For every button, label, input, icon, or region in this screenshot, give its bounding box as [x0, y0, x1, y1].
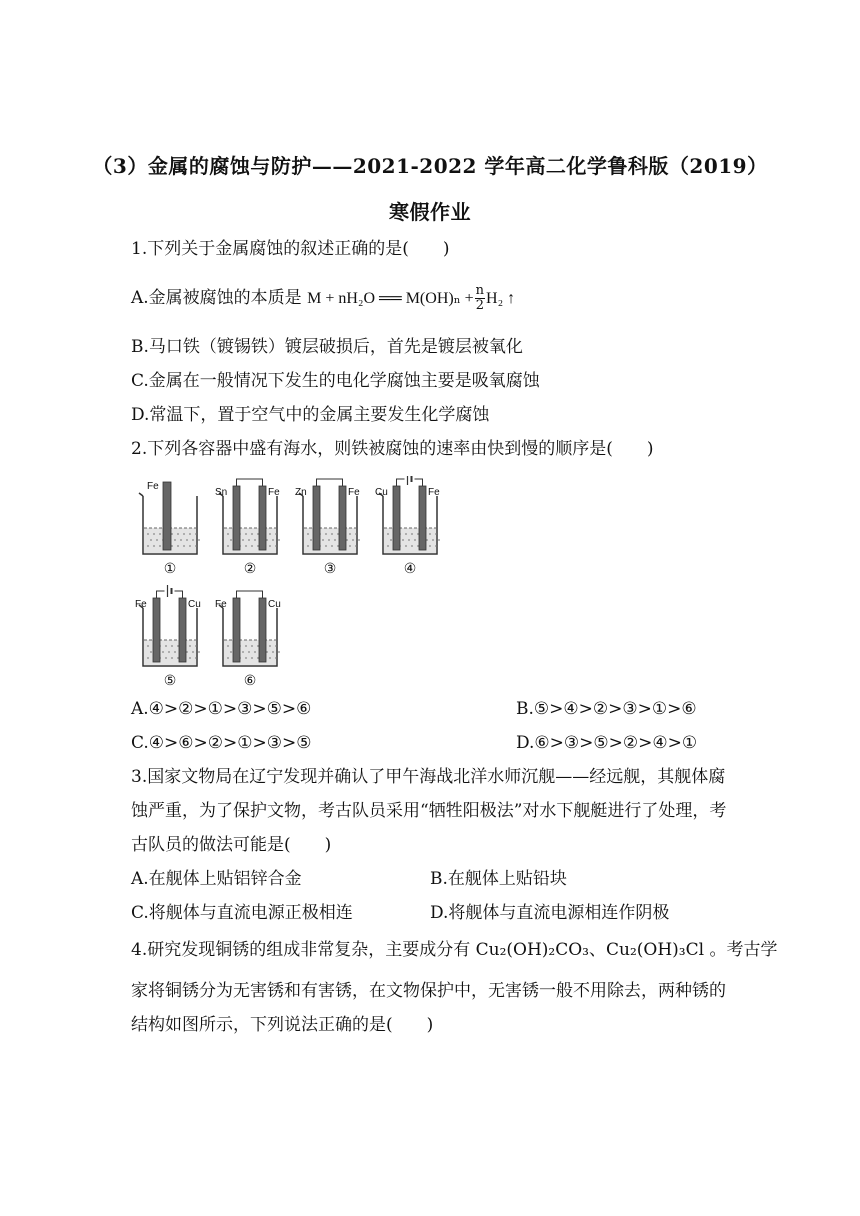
water-dot: [405, 533, 407, 535]
water-dot: [180, 539, 182, 541]
water-dot: [147, 645, 149, 647]
q3-stem-line3: 古队员的做法可能是( ): [131, 835, 332, 855]
q1-formula-left: M + nH₂O ══ M(OH)ₙ +: [307, 290, 474, 307]
q2-option-c: C.④>⑥>②>①>③>⑤: [131, 733, 312, 753]
water-dot: [269, 545, 271, 547]
water-dot: [147, 657, 149, 659]
seawater: [224, 528, 276, 553]
water-dot: [192, 539, 194, 541]
electrode-label-left: Fe: [147, 481, 159, 492]
electrode-right: [179, 598, 186, 662]
electrode-label-right: Cu: [268, 599, 281, 610]
electrode-left: [393, 486, 400, 550]
q2-option-d: D.⑥>③>⑤>②>④>①: [516, 733, 698, 753]
water-dot: [245, 657, 247, 659]
q1-option-b: B.马口铁（镀锡铁）镀层破损后，首先是镀层被氧化: [131, 337, 523, 357]
q2-option-a: A.④>②>①>③>⑤>⑥: [131, 699, 312, 719]
water-dot: [242, 539, 244, 541]
electrode-left: [233, 486, 240, 550]
seawater: [304, 528, 356, 553]
page-title: （3）金属的腐蚀与防护——2021-2022 学年高二化学鲁科版（2019）: [92, 154, 768, 178]
beaker-number: ②: [243, 560, 257, 576]
electrode-right: [339, 486, 346, 550]
beaker-number: ⑤: [163, 672, 177, 686]
water-dot: [177, 533, 179, 535]
water-dot: [186, 539, 188, 541]
electrode-label-right: Fe: [268, 487, 280, 498]
water-dot: [183, 545, 185, 547]
water-dot: [198, 539, 200, 541]
water-dot: [171, 645, 173, 647]
q2-stem: 2.下列各容器中盛有海水，则铁被腐蚀的速率由快到慢的顺序是( ): [131, 439, 654, 459]
water-dot: [174, 651, 176, 653]
battery-gap: [165, 587, 175, 595]
q1-option-a: [131, 284, 515, 313]
water-dot: [251, 657, 253, 659]
q1-option-c: C.金属在一般情况下发生的电化学腐蚀主要是吸氧腐蚀: [131, 371, 540, 391]
water-dot: [189, 657, 191, 659]
water-dot: [269, 657, 271, 659]
water-dot: [411, 545, 413, 547]
water-dot: [245, 533, 247, 535]
water-dot: [269, 645, 271, 647]
q3-option-d: D.将舰体与直流电源相连作阴极: [430, 903, 670, 923]
electrode-left: [313, 486, 320, 550]
q1-formula-den: 2: [475, 298, 484, 313]
electrode-right: [259, 486, 266, 550]
water-dot: [254, 651, 256, 653]
water-dot: [195, 657, 197, 659]
water-dot: [272, 651, 274, 653]
q4-stem-line3: 结构如图所示，下列说法正确的是( ): [131, 1015, 434, 1035]
q3-option-b: B.在舰体上贴铅块: [430, 869, 567, 889]
q4-stem-line2: 家将铜锈分为无害锈和有害锈，在文物保护中，无害锈一般不用除去，两种锈的: [131, 981, 726, 1001]
beaker-lip: [139, 493, 143, 496]
water-dot: [355, 533, 357, 535]
water-dot: [147, 533, 149, 535]
electrode-label-left: Fe: [135, 599, 147, 610]
q3-option-a: A.在舰体上贴铝锌合金: [131, 869, 302, 889]
water-dot: [156, 539, 158, 541]
water-dot: [429, 545, 431, 547]
water-dot: [165, 657, 167, 659]
water-dot: [387, 545, 389, 547]
water-dot: [349, 533, 351, 535]
water-dot: [251, 545, 253, 547]
water-dot: [307, 545, 309, 547]
water-dot: [328, 539, 330, 541]
water-dot: [248, 651, 250, 653]
water-dot: [275, 645, 277, 647]
water-dot: [159, 533, 161, 535]
electrode-right: [259, 598, 266, 662]
seawater: [384, 528, 436, 553]
water-dot: [278, 539, 280, 541]
q2-option-b: B.⑤>④>②>③>①>⑥: [516, 699, 697, 719]
electrode-label-right: Cu: [188, 599, 201, 610]
water-dot: [230, 651, 232, 653]
beaker-number: ③: [323, 560, 337, 576]
water-dot: [159, 545, 161, 547]
water-dot: [435, 545, 437, 547]
water-dot: [435, 533, 437, 535]
water-dot: [414, 539, 416, 541]
battery-gap: [405, 476, 415, 483]
water-dot: [355, 545, 357, 547]
wire: [237, 591, 263, 598]
water-dot: [147, 545, 149, 547]
water-dot: [150, 539, 152, 541]
q2-beaker-figure: [131, 476, 461, 690]
water-dot: [405, 545, 407, 547]
beaker-number: ④: [403, 560, 417, 576]
water-dot: [429, 533, 431, 535]
water-dot: [310, 539, 312, 541]
water-dot: [242, 651, 244, 653]
water-dot: [390, 539, 392, 541]
water-dot: [227, 545, 229, 547]
electrode-label-left: Zn: [295, 487, 307, 498]
water-dot: [411, 533, 413, 535]
q3-option-c: C.将舰体与直流电源正极相连: [131, 903, 353, 923]
water-dot: [245, 545, 247, 547]
beakers-diagram: [131, 476, 461, 686]
water-dot: [195, 545, 197, 547]
seawater: [224, 640, 276, 665]
water-dot: [352, 539, 354, 541]
water-dot: [402, 539, 404, 541]
water-dot: [438, 539, 440, 541]
water-dot: [245, 645, 247, 647]
water-dot: [230, 539, 232, 541]
water-dot: [189, 533, 191, 535]
electrode-label-right: Fe: [348, 487, 360, 498]
water-dot: [165, 645, 167, 647]
water-dot: [387, 533, 389, 535]
water-dot: [254, 539, 256, 541]
water-dot: [278, 651, 280, 653]
water-dot: [251, 533, 253, 535]
water-dot: [325, 533, 327, 535]
water-dot: [322, 539, 324, 541]
water-dot: [162, 651, 164, 653]
water-dot: [227, 645, 229, 647]
wire: [237, 479, 263, 486]
q4-stem-line1: 4.研究发现铜锈的组成非常复杂，主要成分有 Cu₂(OH)₂CO₃、Cu₂(OH)₃Cl 。考古学: [131, 940, 778, 960]
water-dot: [189, 645, 191, 647]
electrode-label-left: Cu: [375, 487, 388, 498]
q3-stem-line2: 蚀严重，为了保护文物，考古队员采用“牺牲阳极法”对水下舰艇进行了处理，考: [131, 801, 727, 821]
water-dot: [189, 545, 191, 547]
water-dot: [248, 539, 250, 541]
beaker-number: ①: [163, 560, 177, 576]
water-dot: [331, 545, 333, 547]
beaker-number: ⑥: [243, 672, 257, 686]
water-dot: [192, 651, 194, 653]
electrode-fe: [163, 482, 171, 550]
water-dot: [177, 545, 179, 547]
q3-stem-line1: 3.国家文物局在辽宁发现并确认了甲午海战北洋水师沉舰——经远舰，其舰体腐: [131, 767, 726, 787]
water-dot: [331, 533, 333, 535]
page-subtitle: 寒假作业: [389, 200, 471, 224]
water-dot: [349, 545, 351, 547]
q1-stem: 1.下列关于金属腐蚀的叙述正确的是( ): [131, 239, 450, 259]
water-dot: [168, 651, 170, 653]
water-dot: [153, 533, 155, 535]
water-dot: [275, 545, 277, 547]
q1-option-a-text: A.金属被腐蚀的本质是: [131, 288, 308, 308]
water-dot: [195, 645, 197, 647]
water-dot: [325, 545, 327, 547]
electrode-left: [233, 598, 240, 662]
q1-option-d: D.常温下，置于空气中的金属主要发生化学腐蚀: [131, 405, 490, 425]
water-dot: [432, 539, 434, 541]
water-dot: [198, 651, 200, 653]
water-dot: [272, 539, 274, 541]
water-dot: [171, 657, 173, 659]
water-dot: [174, 539, 176, 541]
water-dot: [334, 539, 336, 541]
water-dot: [251, 645, 253, 647]
water-dot: [358, 539, 360, 541]
water-dot: [275, 657, 277, 659]
electrode-left: [153, 598, 160, 662]
electrode-label-left: Sn: [215, 487, 228, 498]
water-dot: [408, 539, 410, 541]
water-dot: [307, 533, 309, 535]
water-dot: [275, 533, 277, 535]
water-dot: [183, 533, 185, 535]
water-dot: [153, 545, 155, 547]
water-dot: [227, 533, 229, 535]
water-dot: [150, 651, 152, 653]
seawater: [144, 640, 196, 665]
wire: [317, 479, 343, 486]
electrode-label-right: Fe: [428, 487, 440, 498]
water-dot: [227, 657, 229, 659]
electrode-label-left: Fe: [215, 599, 227, 610]
q1-formula-num: n: [475, 283, 485, 298]
q1-formula-right: H₂ ↑: [486, 290, 516, 307]
water-dot: [195, 533, 197, 535]
q1-formula-fraction: [475, 284, 485, 313]
electrode-right: [419, 486, 426, 550]
water-dot: [269, 533, 271, 535]
